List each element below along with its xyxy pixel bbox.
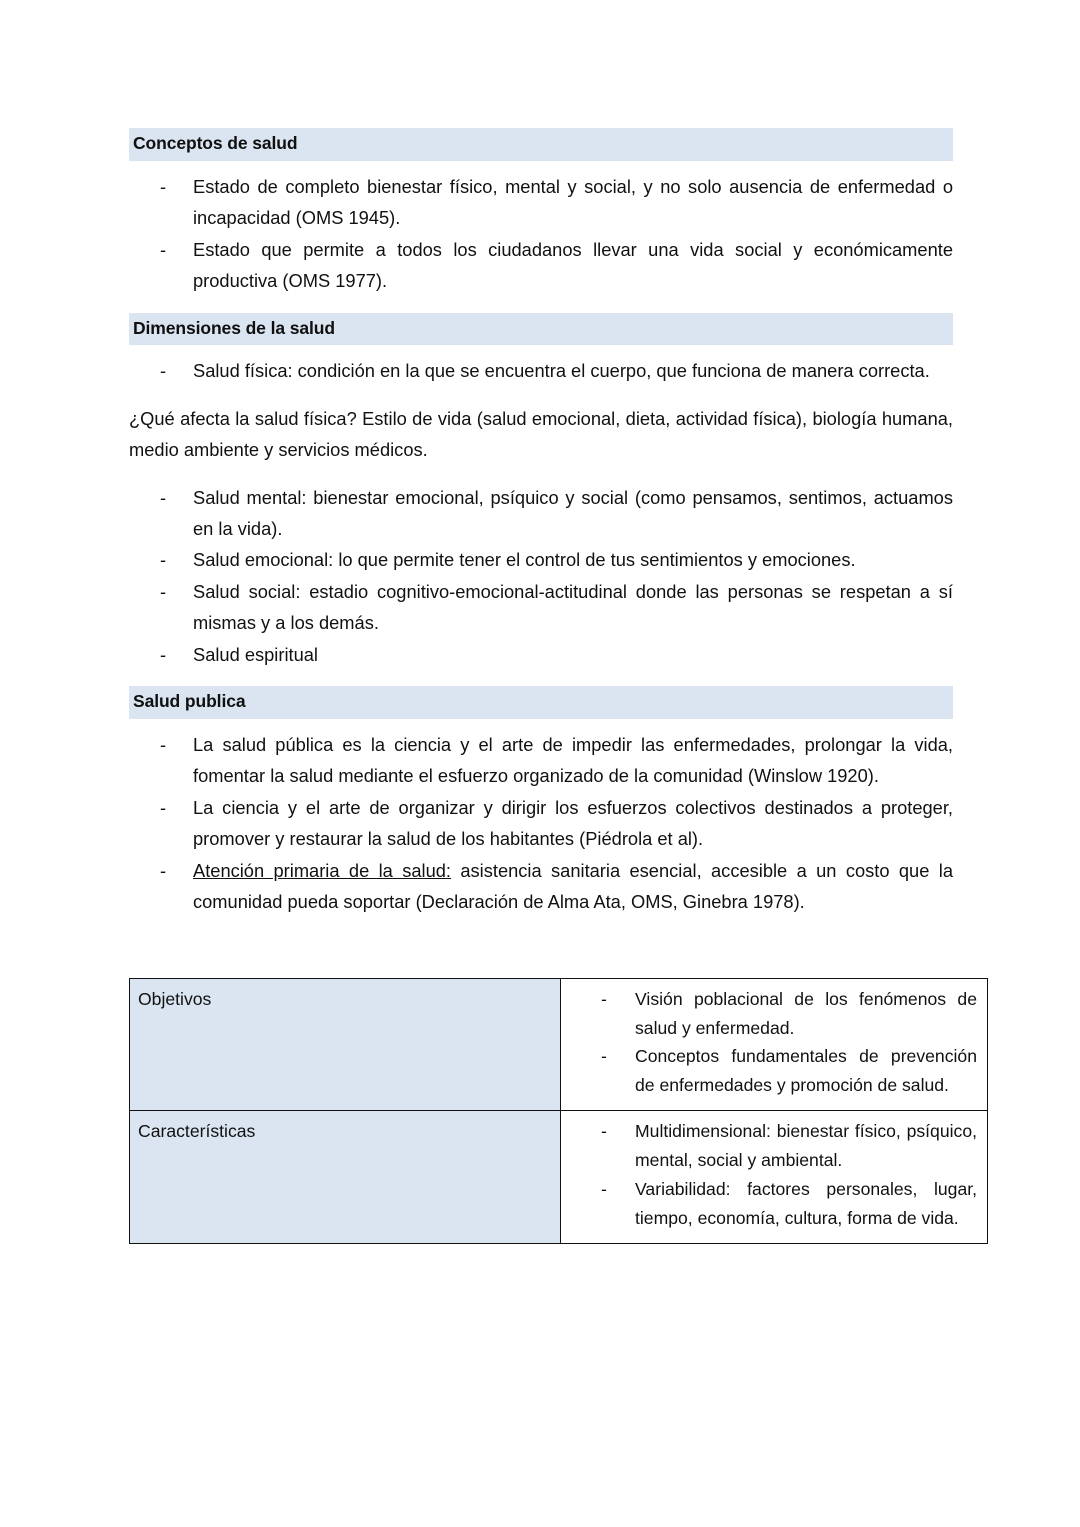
spacer [129, 719, 953, 729]
list-item [567, 1117, 977, 1175]
list-item [129, 544, 953, 575]
list-item-text: Salud mental: bienestar emocional, psíquico y social (como pensamos, sentimos, actuamos en la vida). [193, 486, 953, 539]
list-item-text: asistencia sanitaria esencial, accesible a un costo que la comunidad pueda soportar (Declaración de Alma Ata, OMS, Ginebra 1978). [193, 859, 953, 913]
list-item-text: Salud física: condición en la que se encuentra el cuerpo, que funciona de manera correcta. [193, 360, 930, 382]
bullet-marker-icon: - [160, 643, 167, 665]
list-item-text: La salud pública es la ciencia y el arte de impedir las enfermedades, prolongar la vida, fomentar la salud mediante el esfuerzo organizado de la comunidad (Winslow 1920). [193, 733, 953, 787]
list-item [567, 1042, 977, 1100]
spacer [129, 918, 953, 978]
list-item [129, 729, 953, 792]
spacer [129, 670, 953, 686]
list-item-text: Salud espiritual [193, 643, 318, 665]
bullet-list-dimensiones-primary [129, 355, 953, 386]
bullet-marker-icon: - [160, 580, 167, 602]
list-item [129, 792, 953, 855]
table-cell-content [561, 1111, 988, 1243]
spacer [129, 297, 953, 313]
table-cell-content [561, 978, 988, 1110]
bullet-marker-icon: - [160, 175, 167, 197]
list-item-text: Salud emocional: lo que permite tener el control de tus sentimientos y emociones. [193, 549, 856, 571]
table-row-label: Características [138, 1121, 256, 1142]
list-item [129, 171, 953, 234]
list-item [129, 576, 953, 639]
bullet-marker-icon: - [601, 988, 607, 1009]
spacer [129, 161, 953, 171]
list-item [129, 234, 953, 297]
table-cell-bullet-list [567, 1117, 977, 1232]
list-item-text: Multidimensional: bienestar físico, psíquico, mental, social y ambiental. [635, 1121, 977, 1170]
section-heading-salud-publica [129, 686, 953, 719]
section-heading-label: Dimensiones de la salud [133, 317, 335, 338]
table-cell-label [130, 978, 561, 1110]
list-item-text: Variabilidad: factores personales, lugar, tiempo, economía, cultura, forma de vida. [635, 1178, 977, 1228]
section-heading-label: Salud publica [133, 691, 246, 712]
spacer [129, 466, 953, 482]
section-heading-dimensiones-de-la-salud [129, 313, 953, 346]
bullet-marker-icon: - [601, 1121, 607, 1142]
list-item-text: Visión poblacional de los fenómenos de salud y enfermedad. [635, 988, 977, 1038]
table-row-label: Objetivos [138, 988, 212, 1009]
section-heading-conceptos-de-salud [129, 128, 953, 161]
bullet-marker-icon: - [160, 486, 167, 508]
document-body [129, 128, 977, 1244]
bullet-marker-icon: - [160, 549, 167, 571]
table-row [130, 978, 988, 1110]
list-item-text: Salud social: estadio cognitivo-emocional-actitudinal donde las personas se respetan a sí mismas y a los demás. [193, 580, 953, 634]
bullet-marker-icon: - [160, 360, 167, 382]
table-cell-bullet-list [567, 985, 977, 1100]
table-row [130, 1111, 988, 1243]
bullet-list-salud-publica [129, 729, 953, 918]
spacer [129, 387, 953, 403]
bullet-list-conceptos [129, 171, 953, 297]
bullet-marker-icon: - [601, 1046, 607, 1067]
section-heading-label: Conceptos de salud [133, 133, 298, 153]
table-cell-label [130, 1111, 561, 1243]
list-item [129, 482, 953, 545]
paragraph-que-afecta-la-salud-fisica: ¿Qué afecta la salud física? Estilo de vida (salud emocional, dieta, actividad física), biología humana, medio ambiente y servicios médicos. [129, 407, 953, 461]
list-item-text: Estado de completo bienestar físico, mental y social, y no solo ausencia de enfermedad o incapacidad (OMS 1945). [193, 175, 953, 229]
underlined-term: Atención primaria de la salud: [193, 859, 451, 881]
list-item [567, 1175, 977, 1233]
bullet-marker-icon: - [160, 733, 167, 755]
objectives-characteristics-table [129, 978, 988, 1244]
bullet-list-dimensiones-secondary [129, 482, 953, 671]
bullet-marker-icon: - [160, 859, 167, 881]
list-item-text: Estado que permite a todos los ciudadanos llevar una vida social y económicamente productiva (OMS 1977). [193, 238, 953, 292]
list-item [567, 985, 977, 1043]
list-item-text: La ciencia y el arte de organizar y dirigir los esfuerzos colectivos destinados a proteger, promover y restaurar la salud de los habitantes (Piédrola et al). [193, 796, 953, 850]
bullet-marker-icon: - [160, 796, 167, 818]
list-item [129, 355, 953, 386]
list-item [129, 639, 953, 670]
bullet-marker-icon: - [601, 1178, 607, 1199]
list-item-text: Conceptos fundamentales de prevención de enfermedades y promoción de salud. [635, 1046, 977, 1096]
list-item-underlined-term [129, 855, 953, 918]
spacer [129, 345, 953, 355]
bullet-marker-icon: - [160, 238, 167, 260]
